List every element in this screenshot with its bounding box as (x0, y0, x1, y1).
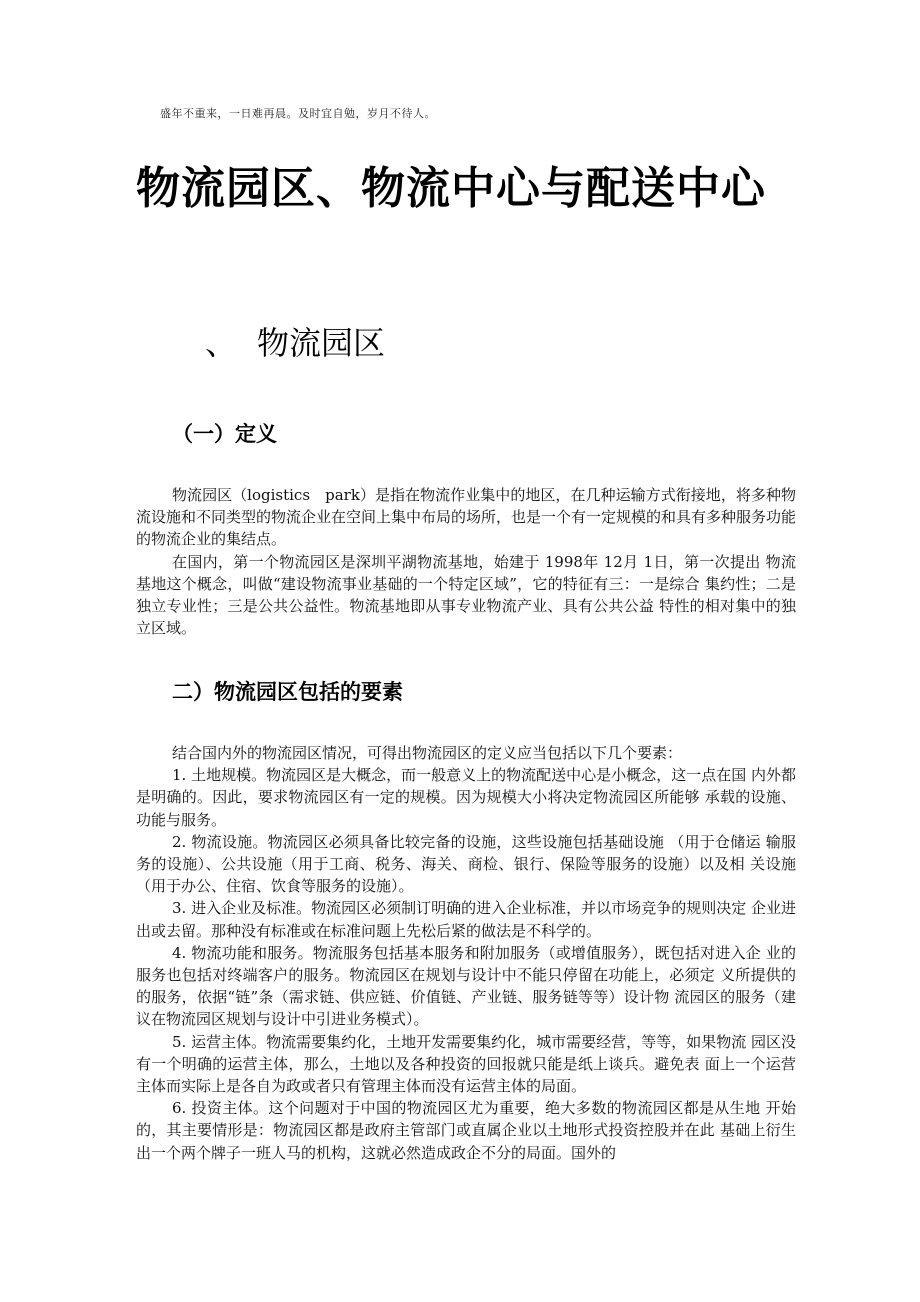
section-title: 物流园区 (257, 324, 386, 362)
paragraph: 1. 土地规模。物流园区是大概念，而一般意义上的物流配送中心是小概念，这一点在国 内外都是明确的。因此，要求物流园区有一定的规模。因为规模大小将决定物流园区所能够 承载的设施、功能与服务。 (136, 766, 796, 829)
paragraph: 5. 运营主体。物流需要集约化，土地开发需要集约化，城市需要经营，等等，如果物流 园区没有一个明确的运营主体，那么，土地以及各种投资的回报就只能是纸上谈兵。避免表 面上一个运营主体而实际上是各自为政或者只有管理主体而没有运营主体的局面。 (136, 1032, 796, 1096)
paragraph: 结合国内外的物流园区情况，可得出物流园区的定义应当包括以下几个要素： (172, 744, 683, 762)
elements-body (136, 742, 796, 1164)
document-title: 物流园区、物流中心与配送中心 (136, 163, 766, 214)
paragraph: 物流园区（logistics park）是指在物流作业集中的地区，在几种运输方式衔接地，将多种物流设施和不同类型的物流企业在空间上集中布局的场所，也是一个有一定规模的和具有多种服务功能的物流企业的集结点。 (136, 486, 797, 549)
paragraph: 3. 进入企业及标准。物流园区必须制订明确的进入企业标准，并以市场竞争的规则决定 企业进出或去留。那种没有标准或在标准问题上先松后紧的做法是不科学的。 (136, 899, 796, 940)
definition-body (136, 484, 796, 639)
subheading-definition: （一）定义 (172, 422, 277, 446)
header-motto: 盛年不重来，一日难再晨。及时宜自勉，岁月不待人。 (160, 107, 436, 120)
paragraph: 2. 物流设施。物流园区必须具备比较完备的设施，这些设施包括基础设施 （用于仓储运 输服务的设施）、公共设施（用于工商、税务、海关、商检、银行、保险等服务的设施）以及相 关设施（用于办公、住宿、饮食等服务的设施）。 (136, 832, 796, 896)
paragraph: 6. 投资主体。这个问题对于中国的物流园区尤为重要，绝大多数的物流园区都是从生地 开始的，其主要情形是：物流园区都是政府主管部门或直属企业以土地形式投资控股并在此 基础上衍生出一个两个牌子一班人马的机构，这就必然造成政企不分的局面。国外的 (136, 1099, 796, 1162)
paragraph: 4. 物流功能和服务。物流服务包括基本服务和附加服务（或增值服务），既包括对进入企 业的服务也包括对终端客户的服务。物流园区在规划与设计中不能只停留在功能上，必须定 义所提供的的服务，依据“链”条（需求链、供应链、价值链、产业链、服务链等等）设计物 流园区的服务（建议在物流园区规划与设计中引进业务模式）。 (136, 943, 796, 1029)
section-heading-logistics-park (205, 318, 385, 364)
subheading-elements: 二）物流园区包括的要素 (172, 680, 403, 704)
section-number: 、 (205, 324, 238, 362)
paragraph: 在国内，第一个物流园区是深圳平湖物流基地，始建于 1998年 12月 1日，第一次提出 物流基地这个概念，叫做“建设物流事业基础的一个特定区域”，它的特征有三：一是综合 集约性；二是独立专业性；三是公共公益性。物流基地即从事专业物流产业、具有公共公益 特性的相对集中的独立区域。 (136, 552, 796, 638)
